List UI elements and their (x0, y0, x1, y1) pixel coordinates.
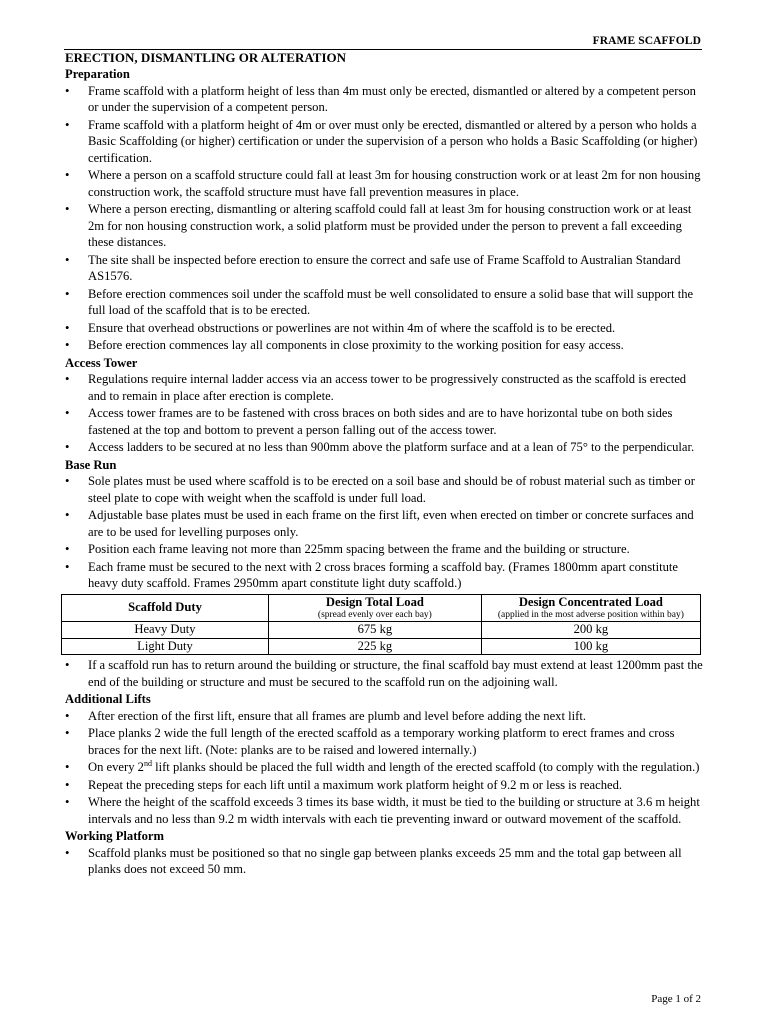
working-platform-list (65, 845, 703, 878)
bullet-icon: • (65, 708, 70, 723)
list-item (65, 708, 703, 724)
bullet-icon: • (65, 777, 70, 792)
list-item (65, 320, 703, 336)
list-item-text: If a scaffold run has to return around the building or structure, the final scaffold bay must extend at least 1200mm past the end of the building or structure and must be secured to the scaffold run on the adjoining wall. (88, 658, 703, 689)
list-item-text: lift planks should be placed the full width and length of the erected scaffold (to comply with the regulation.) (155, 760, 700, 775)
section-heading-additional-lifts: Additional Lifts (65, 692, 151, 707)
list-item-text: Where the height of the scaffold exceeds 3 times its base width, it must be tied to the building or structure at 3.6 m height intervals and no less than 9.2 m width intervals with each tie preventing inward or outward movement of the scaffold. (88, 795, 700, 826)
list-item (65, 794, 703, 827)
column-header-design-total-load: Design Total Load (325, 594, 424, 609)
table-row (62, 622, 701, 639)
list-item-text: Place planks 2 wide the full length of the erected scaffold as a temporary working platform to erect frames and cross braces for the next lift. (Note: planks are to be raised and lowered internally.) (88, 726, 675, 757)
bullet-icon: • (65, 117, 70, 132)
list-item-text: Frame scaffold with a platform height of less than 4m must only be erected, dismantled or altered by a competent person or under the supervision of a competent person. (88, 83, 696, 115)
bullet-icon: • (65, 845, 70, 860)
list-item (65, 759, 703, 775)
list-item-text: Before erection commences lay all components in close proximity to the working position for easy access. (88, 338, 624, 353)
section-heading-working-platform: Working Platform (65, 829, 164, 844)
table-cell: Heavy Duty (62, 622, 269, 639)
bullet-icon: • (65, 760, 70, 775)
column-header-design-concentrated-load: Design Concentrated Load (518, 594, 663, 609)
table-header-cell (62, 594, 269, 622)
list-item (65, 405, 703, 438)
list-item (65, 507, 703, 540)
bullet-icon: • (65, 83, 70, 98)
table-cell: 100 kg (481, 638, 700, 655)
table-cell: 225 kg (268, 638, 481, 655)
base-run-list (65, 473, 703, 591)
bullet-icon: • (65, 406, 70, 421)
page-number: Page 1 of 2 (651, 993, 701, 1005)
table-header-cell (481, 594, 700, 622)
section-heading-access-tower: Access Tower (65, 355, 138, 370)
bullet-icon: • (65, 726, 70, 741)
column-header-scaffold-duty: Scaffold Duty (128, 600, 202, 615)
list-item (65, 252, 703, 285)
list-item-text: Access tower frames are to be fastened with cross braces on both sides and are to have horizontal tube on both sides fastened at the top and bottom to prevent a person falling out of the access tower. (88, 406, 673, 437)
table-header-row (62, 594, 701, 622)
list-item-text: Scaffold planks must be positioned so that no single gap between planks exceeds 25 mm and the total gap between all planks does not exceed 50 mm. (88, 845, 682, 877)
bullet-icon: • (65, 320, 70, 335)
list-item (65, 83, 703, 116)
list-item-text: Frame scaffold with a platform height of 4m or over must only be erected, dismantled or altered by a person who holds a Basic Scaffolding (or higher) certification or under the supervision of a person who holds a Basic Scaffolding (or higher) certification. (88, 117, 698, 165)
list-item (65, 286, 703, 319)
table-row (62, 638, 701, 655)
list-item (65, 439, 703, 455)
list-item-text: Where a person on a scaffold structure could fall at least 3m for housing construction work or at least 2m for non housing construction work, the scaffold structure must have fall prevention measures in place. (88, 168, 701, 199)
bullet-icon: • (65, 542, 70, 557)
list-item-text: After erection of the first lift, ensure that all frames are plumb and level before adding the next lift. (88, 708, 586, 723)
list-item (65, 541, 703, 557)
list-item (65, 473, 703, 506)
access-tower-list (65, 371, 703, 455)
bullet-icon: • (65, 168, 70, 183)
base-run-list-continued (65, 657, 703, 690)
list-item-text: Position each frame leaving not more than 225mm spacing between the frame and the building or structure. (88, 542, 630, 557)
table-cell: Light Duty (62, 638, 269, 655)
list-item-text: Where a person erecting, dismantling or altering scaffold could fall at least 3m for housing construction work or at least 2m for non housing construction work, a solid platform must be provided under the person to prevent a fall exceeding these distances. (88, 202, 692, 250)
list-item-prefix: On every 2 (88, 760, 144, 775)
list-item-text: Repeat the preceding steps for each lift until a maximum work platform height of 9.2 m or less is reached. (88, 777, 623, 792)
bullet-icon: • (65, 658, 70, 673)
list-item-text: Sole plates must be used where scaffold is to be erected on a soil base and should be of robust material such as timber or steel plate to cope with weight when the scaffold is under full load. (88, 474, 695, 505)
list-item-text: Ensure that overhead obstructions or powerlines are not within 4m of where the scaffold is to be erected. (88, 320, 616, 335)
bullet-icon: • (65, 440, 70, 455)
section-heading-base-run: Base Run (65, 457, 117, 472)
ordinal-suffix: nd (143, 758, 152, 768)
bullet-icon: • (65, 286, 70, 301)
additional-lifts-list (65, 708, 703, 828)
list-item (65, 777, 703, 793)
list-item-text: Regulations require internal ladder access via an access tower to be progressively constructed as the scaffold is erected and to remain in place after erection is complete. (88, 372, 687, 403)
list-item (65, 559, 703, 592)
list-item (65, 845, 703, 878)
preparation-list (65, 83, 703, 354)
list-item (65, 337, 703, 353)
table-cell: 200 kg (481, 622, 700, 639)
list-item (65, 371, 703, 404)
main-title: ERECTION, DISMANTLING OR ALTERATION (65, 50, 347, 65)
header-title: FRAME SCAFFOLD (592, 35, 701, 47)
column-subheader: (spread evenly over each bay) (317, 610, 432, 621)
list-item-text: Adjustable base plates must be used in each frame on the first lift, even when erected on timber or concrete surfaces and are to be used for levelling purposes only. (88, 508, 694, 539)
bullet-icon: • (65, 202, 70, 217)
table-header-cell (268, 594, 481, 622)
bullet-icon: • (65, 252, 70, 267)
bullet-icon: • (65, 474, 70, 489)
bullet-icon: • (65, 372, 70, 387)
bullet-icon: • (65, 338, 70, 353)
list-item (65, 117, 703, 166)
section-heading-preparation: Preparation (65, 67, 130, 82)
document-body (65, 50, 703, 879)
bullet-icon: • (65, 508, 70, 523)
list-item (65, 201, 703, 250)
list-item-text: Each frame must be secured to the next with 2 cross braces forming a scaffold bay. (Frames 1800mm apart constitute heavy duty scaffold. Frames 2950mm apart constitute light duty scaffold.) (88, 559, 678, 591)
design-load-table (61, 594, 701, 656)
list-item-text: Access ladders to be secured at no less than 900mm above the platform surface and at a lean of 75° to the perpendicular. (88, 440, 695, 455)
list-item-text: Before erection commences soil under the scaffold must be well consolidated to ensure a solid base that will support the full load of the scaffold that is to be erected. (88, 286, 694, 318)
bullet-icon: • (65, 795, 70, 810)
list-item (65, 725, 703, 758)
list-item (65, 167, 703, 200)
list-item (65, 657, 703, 690)
list-item-text: The site shall be inspected before erection to ensure the correct and safe use of Frame Scaffold to Australian Standard AS1576. (88, 252, 681, 284)
column-subheader: (applied in the most adverse position within bay) (497, 610, 684, 621)
table-cell: 675 kg (268, 622, 481, 639)
bullet-icon: • (65, 559, 70, 574)
